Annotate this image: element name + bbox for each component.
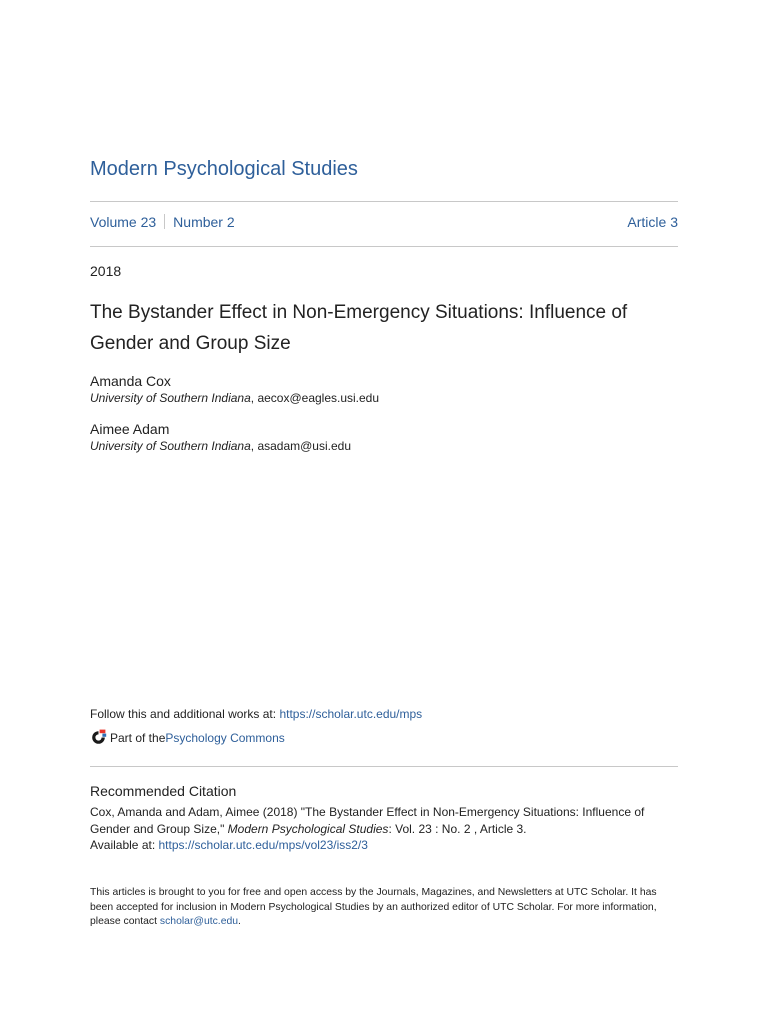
article-number-link[interactable]: Article 3 (627, 214, 678, 230)
contact-email-link[interactable]: scholar@utc.edu (159, 916, 239, 928)
author-email: asadam@usi.edu (257, 439, 352, 453)
notice-text: This articles is brought to you for free and open access by the Journals, Magazines, and Newsletters at UTC Scholar. It has been accepted for inclusion in Modern Psychological Studies by an authorized editor of UTC Scholar. For more information, please contact (90, 887, 657, 928)
issue-info-row (90, 214, 678, 232)
author-block (90, 372, 379, 406)
issue-separator (164, 214, 165, 229)
author-affiliation: University of Southern Indiana, asadam@usi.edu (90, 439, 352, 453)
author-name: Amanda Cox (90, 373, 171, 389)
top-divider (90, 201, 678, 202)
citation-text (90, 804, 680, 854)
issue-volume-number (90, 214, 235, 230)
part-of-label: Part of the (110, 730, 166, 745)
part-of-line (90, 729, 285, 746)
follow-works-line (90, 707, 422, 721)
citation-divider (90, 766, 678, 767)
notice-end: . (238, 916, 241, 928)
article-title: The Bystander Effect in Non-Emergency Situations: Influence of Gender and Group Size (90, 302, 628, 354)
author-institution: University of Southern Indiana (90, 391, 251, 405)
citation-volume: : Vol. 23 : No. 2 , Article 3. (388, 821, 527, 836)
available-at-label: Available at: (90, 838, 159, 852)
volume-link[interactable]: Volume 23 (90, 214, 157, 230)
citation-journal: Modern Psychological Studies (227, 821, 389, 836)
author-institution: University of Southern Indiana (90, 439, 251, 453)
citation-authors-title: Cox, Amanda and Adam, Aimee (2018) "The Bystander Effect in Non-Emergency Situations: Influence of Gender and Group Size," (90, 805, 645, 836)
follow-works-link[interactable]: https://scholar.utc.edu/mps (279, 707, 423, 721)
publication-year: 2018 (90, 263, 122, 279)
citation-url-link[interactable]: https://scholar.utc.edu/mps/vol23/iss2/3 (158, 838, 368, 852)
journal-title-link[interactable]: Modern Psychological Studies (90, 158, 358, 180)
author-name: Aimee Adam (90, 421, 170, 437)
issue-divider (90, 246, 678, 247)
access-notice (90, 886, 680, 930)
recommended-citation-heading: Recommended Citation (90, 783, 237, 799)
author-block (90, 420, 351, 454)
follow-label: Follow this and additional works at: (90, 707, 280, 721)
author-affiliation: University of Southern Indiana, aecox@eagles.usi.edu (90, 391, 380, 405)
number-link[interactable]: Number 2 (173, 214, 235, 230)
psychology-commons-link[interactable]: Psychology Commons (165, 730, 285, 745)
author-email: aecox@eagles.usi.edu (257, 391, 380, 405)
bepress-commons-icon (90, 729, 107, 746)
